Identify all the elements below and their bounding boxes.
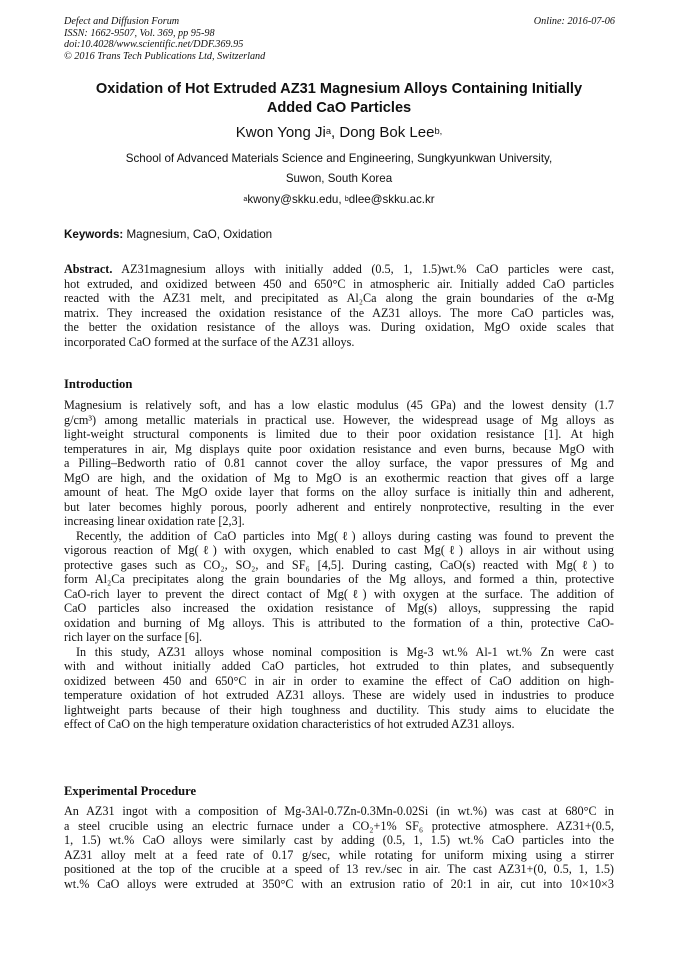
- intro-p3-line: temperature oxidation of hot extruded AZ31 alloys. These are widely used in industries to produce: [64, 688, 614, 702]
- email-a: kwony@skku.edu,: [247, 193, 345, 206]
- intro-p2-line: CaO-rich layer to prevent the direct contact of Mg(ℓ) with oxygen at the surface. The addition of: [64, 586, 614, 601]
- exp-p1-line: a steel crucible using an electric furnace under a CO₂+1% SF₆ protective atmosphere. AZ31+(0.5,: [64, 818, 614, 833]
- author-list: [60, 123, 618, 143]
- affiliation-line-2: Suwon, South Korea: [285, 172, 393, 185]
- author-1: Kwon Yong Ji: [235, 124, 326, 141]
- exp-p1-line: An AZ31 ingot with a composition of Mg-3Al-0.7Zn-0.3Mn-0.02Si (in wt.%) was cast at 680°C in: [64, 804, 614, 818]
- intro-p1-line: amount of heat. The MgO oxide layer that forms on the alloy surface is initially thin and adherent,: [64, 485, 614, 499]
- author-2: Dong Bok Lee: [339, 124, 435, 141]
- intro-p2-line: vigorous reaction of Mg(ℓ) with oxygen, which enabled to cast Mg(ℓ) alloys in air without using: [64, 543, 614, 557]
- experimental-heading: Experimental Procedure: [64, 784, 197, 798]
- abstract-label: Abstract.: [64, 262, 113, 276]
- intro-p1-line: a Pilling–Bedworth ratio of 0.81 cannot cover the alloy surface, the vapor pressures of Mg and: [64, 456, 614, 470]
- intro-p1-line: light-weight structural components is limited due to their poor oxidation resistance [1]. At high: [64, 427, 614, 441]
- intro-p2-line: CaO particles also increased the oxidation resistance of Mg(s) alloys, suppressing the rapid: [64, 601, 614, 615]
- intro-p2-line: protective gases such as CO₂, SO₂, and SF₆ [4,5]. During casting, CaO(s) reacted with Mg(ℓ) to: [64, 557, 614, 572]
- intro-p1-line: but later becomes highly porous, poorly adherent and entirely nonprotective, resulting in the ever: [64, 499, 614, 514]
- exp-p1-line: positioned at the top of the crucible at a speed of 13 rev./sec in air. The cast AZ31+(0, 0.5, 1, 1.5): [64, 862, 614, 876]
- abstract-line: hot extruded, and oxidized between 450 and 650°C in atmospheric air. Initially added CaO particles: [64, 276, 614, 291]
- email-a-sup: a: [243, 193, 248, 203]
- author-2-affil: b,: [434, 126, 443, 137]
- introduction-body: [64, 398, 614, 732]
- intro-p1-line: increasing linear oxidation rate [2,3].: [64, 514, 245, 528]
- journal-header: [64, 16, 265, 62]
- intro-p3-line: In this study, AZ31 alloys whose nominal composition is Mg-3 wt.% Al-1 wt.% Zn were cast: [76, 644, 614, 659]
- paper-title: [60, 80, 618, 117]
- exp-p1-line: AZ31 alloy melt at a feed rate of 0.17 g/sec, while rotating for uniform mixing using a stirrer: [64, 847, 614, 862]
- abstract-line: Abstract. AZ31magnesium alloys with initially added (0.5, 1, 1.5)wt.% CaO particles were cast,: [64, 262, 614, 276]
- intro-p1-line: g/cm³) among metallic materials in practical use. However, the widespread usage of Mg alloys as: [64, 412, 614, 427]
- abstract: [64, 262, 614, 349]
- intro-p1-line: MgO are high, and the oxidation of Mg to MgO is an exothermic reaction that gives off a large: [64, 470, 614, 485]
- intro-p3-line: oxidized between 450 and 650°C in air in order to examine the effect of CaO addition on high-: [64, 673, 614, 688]
- intro-p2-line: oxidation and burning of Mg alloys. This is attributed to the formation of a thin, protective CaO-: [64, 615, 614, 630]
- abstract-line: reacted with the AZ31 melt, and precipitated as Al₂Ca along the grain boundaries of the α-Mg: [64, 291, 614, 305]
- intro-p3-line: lightweight parts because of their high toughness and ductility. This study aims to elucidate the: [64, 702, 614, 717]
- online-date: Online: 2016-07-06: [533, 16, 615, 27]
- abstract-line: incorporated CaO formed at the surface of the AZ31 alloys.: [64, 334, 355, 349]
- copyright-line: © 2016 Trans Tech Publications Ltd, Switzerland: [64, 50, 266, 62]
- intro-p1-line: temperatures in air, Mg displays quite poor oxidation resistance and even burns, because MgO with: [64, 441, 614, 456]
- email-b: dlee@skku.ac.kr: [348, 193, 435, 206]
- intro-p2-line: form Al₂Ca precipitates along the grain boundaries of the Mg alloys, and formed a thin, protective: [64, 572, 614, 586]
- email-line: [60, 193, 618, 207]
- abstract-line: matrix. They increased the oxidation resistance of the AZ31 alloys. The more CaO particles was,: [64, 305, 614, 320]
- intro-p1-line: Magnesium is relatively soft, and has a low elastic modulus (45 GPa) and the lowest density (1.7: [64, 398, 614, 412]
- author-separator: ,: [331, 124, 340, 141]
- issn-line: ISSN: 1662-9507, Vol. 369, pp 95-98: [64, 27, 215, 39]
- intro-p2-line: rich layer on the surface [6].: [64, 630, 203, 644]
- experimental-body: [64, 804, 614, 891]
- title-line-1: Oxidation of Hot Extruded AZ31 Magnesium Alloys Containing Initially: [95, 81, 583, 97]
- journal-name: Defect and Diffusion Forum: [64, 16, 180, 27]
- intro-p2-line: Recently, the addition of CaO particles into Mg(ℓ) alloys during casting was found to prevent the: [76, 528, 614, 543]
- email-b-sup: b: [344, 193, 349, 203]
- keywords-label: Keywords:: [64, 228, 124, 241]
- author-1-affil: a: [325, 126, 332, 137]
- introduction-heading: Introduction: [64, 377, 133, 391]
- abstract-line: the better the oxidation resistance of the alloys was. During oxidation, MgO oxide scales that: [64, 320, 614, 334]
- title-line-2: Added CaO Particles: [266, 99, 412, 116]
- affiliation-line-1: School of Advanced Materials Science and Engineering, Sungkyunkwan University,: [125, 152, 553, 165]
- exp-p1-line: wt.% CaO alloys were extruded at 350°C with an extrusion ratio of 20:1 in air, cut into 10×10×3: [64, 876, 614, 891]
- keywords-text: Magnesium, CaO, Oxidation: [123, 228, 273, 241]
- exp-p1-line: 1, 1.5) wt.% CaO alloys were similarly cast by adding (0.5, 1, 1.5) wt.% CaO particles into the: [64, 833, 614, 847]
- keywords: [64, 228, 272, 242]
- intro-p3-line: effect of CaO on the high temperature oxidation characteristics of hot extruded AZ31 alloys.: [64, 717, 515, 731]
- doi-line: doi:10.4028/www.scientific.net/DDF.369.95: [64, 39, 244, 51]
- intro-p3-line: with and without initially added CaO particles, hot extruded to thin plates, and subsequently: [64, 659, 614, 673]
